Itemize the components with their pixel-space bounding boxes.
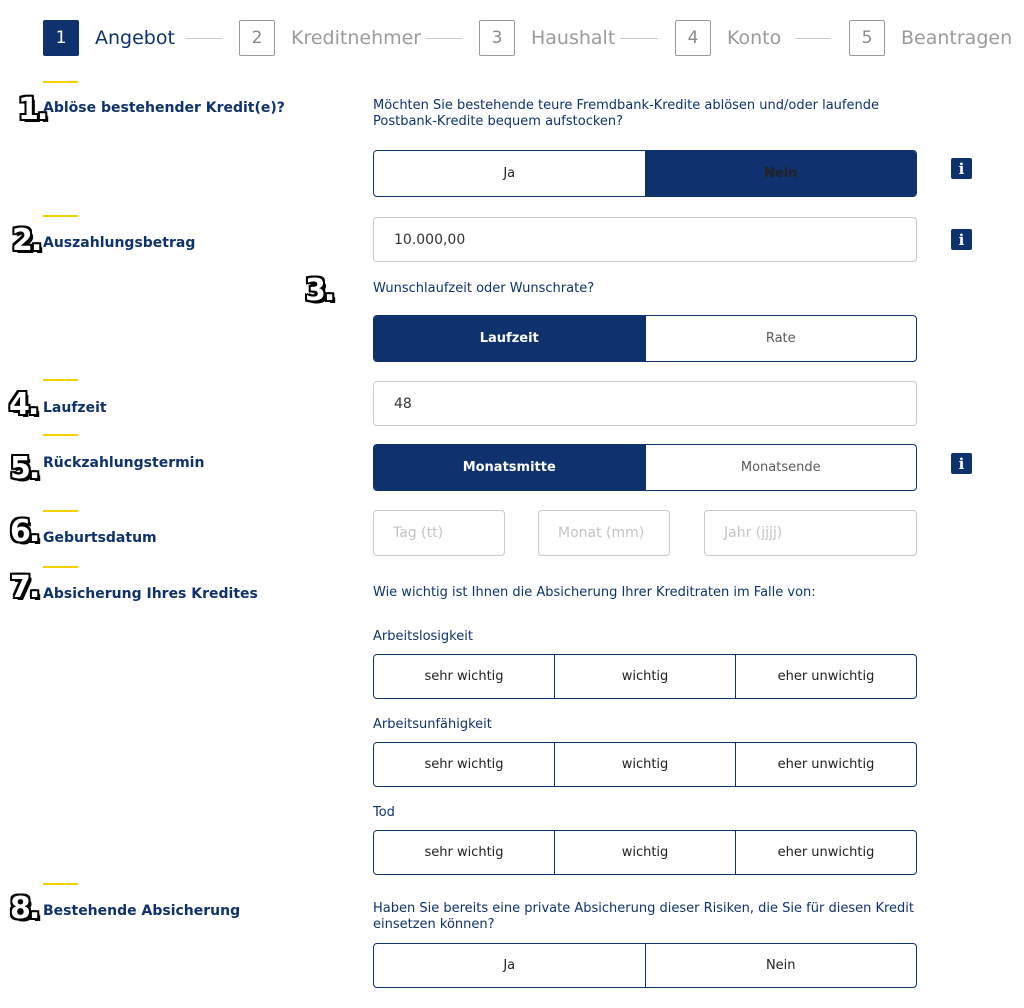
arbeitsunfaehigkeit-toggle — [373, 742, 917, 787]
annotation-marker-4: 4. — [9, 387, 38, 422]
section-accent-line — [43, 434, 78, 436]
step-label: Haushalt — [531, 27, 616, 49]
step-connector — [186, 38, 222, 39]
section-accent-line — [43, 510, 78, 512]
birth-month-field[interactable]: Monat (mm) — [538, 510, 670, 556]
info-icon[interactable]: i — [951, 453, 972, 474]
monatsmitte-option-button[interactable]: Monatsmitte — [374, 445, 646, 490]
step-angebot[interactable] — [43, 20, 175, 56]
absicherung-label: Absicherung Ihres Kredites — [43, 586, 258, 602]
step-beantragen[interactable] — [849, 20, 1012, 56]
step-konto[interactable] — [675, 20, 781, 56]
laufzeit-option-button[interactable]: Laufzeit — [374, 316, 646, 361]
laufzeit-input[interactable]: 48 — [373, 381, 917, 426]
info-icon[interactable]: i — [951, 158, 972, 179]
rate-option-button[interactable]: Rate — [765, 331, 796, 346]
arbeitsunfaehigkeit-label: Arbeitsunfähigkeit — [373, 717, 492, 732]
abloese-label: Ablöse bestehender Kredit(e)? — [43, 100, 285, 116]
annotation-marker-6: 6. — [10, 514, 39, 549]
laufzeit-label: Laufzeit — [43, 400, 107, 416]
step-label: Kreditnehmer — [291, 27, 422, 49]
step-number: 2 — [239, 20, 275, 56]
arbeitslosigkeit-toggle — [373, 654, 917, 699]
step-kreditnehmer[interactable] — [239, 20, 421, 56]
birth-day-field[interactable]: Tag (tt) — [373, 510, 505, 556]
step-label: Beantragen — [901, 27, 1013, 49]
section-accent-line — [43, 883, 78, 885]
step-number: 4 — [675, 20, 711, 56]
bestehende-nein-button[interactable]: Nein — [765, 958, 796, 973]
sehr-wichtig-option[interactable]: sehr wichtig — [374, 831, 555, 874]
step-number: 1 — [43, 20, 79, 56]
annotation-marker-1: 1. — [18, 92, 47, 127]
rueckzahlung-toggle — [373, 444, 917, 491]
bestehende-toggle — [373, 943, 917, 988]
sehr-wichtig-option[interactable]: sehr wichtig — [374, 743, 555, 786]
abloese-ja-button[interactable]: Ja — [374, 151, 646, 196]
step-label: Konto — [727, 27, 782, 49]
bestehende-question: Haben Sie bereits eine private Absicherung dieser Risiken, die Sie für diesen Kredit einsetzen können? — [373, 901, 915, 932]
arbeitslosigkeit-label: Arbeitslosigkeit — [373, 629, 473, 644]
absicherung-question: Wie wichtig ist Ihnen die Absicherung Ihrer Kreditraten im Falle von: — [373, 585, 816, 600]
section-accent-line — [43, 81, 78, 83]
section-accent-line — [43, 215, 78, 217]
eher-unwichtig-option[interactable]: eher unwichtig — [777, 757, 875, 772]
auszahlung-input[interactable]: 10.000,00 — [373, 217, 917, 262]
step-number: 5 — [849, 20, 885, 56]
step-connector — [795, 38, 831, 39]
annotation-marker-3: 3. — [305, 273, 334, 308]
step-number: 3 — [479, 20, 515, 56]
eher-unwichtig-option[interactable]: eher unwichtig — [777, 845, 875, 860]
geburtsdatum-label: Geburtsdatum — [43, 530, 157, 546]
annotation-marker-8: 8. — [10, 891, 39, 926]
annotation-marker-5: 5. — [10, 451, 39, 486]
section-accent-line — [43, 566, 78, 568]
bestehende-ja-button[interactable]: Ja — [374, 944, 646, 987]
auszahlung-label: Auszahlungsbetrag — [43, 235, 196, 251]
abloese-question: Möchten Sie bestehende teure Fremdbank-Kredite ablösen und/oder laufende Postbank-Kredite bequem aufstocken? — [373, 98, 879, 129]
wichtig-option[interactable]: wichtig — [555, 831, 736, 874]
wichtig-option[interactable]: wichtig — [555, 655, 736, 698]
monatsende-option-button[interactable]: Monatsende — [740, 460, 821, 475]
info-icon[interactable]: i — [951, 229, 972, 250]
annotation-marker-7: 7. — [10, 570, 39, 605]
wunsch-toggle — [373, 315, 917, 362]
bestehende-label: Bestehende Absicherung — [43, 903, 241, 919]
section-accent-line — [43, 379, 78, 381]
wichtig-option[interactable]: wichtig — [555, 743, 736, 786]
step-connector — [426, 38, 462, 39]
step-label: Angebot — [95, 27, 175, 49]
step-connector — [620, 38, 658, 39]
tod-toggle — [373, 830, 917, 875]
tod-label: Tod — [373, 805, 395, 820]
rueckzahlung-label: Rückzahlungstermin — [43, 455, 205, 471]
wunsch-question: Wunschlaufzeit oder Wunschrate? — [373, 281, 595, 296]
eher-unwichtig-option[interactable]: eher unwichtig — [777, 669, 875, 684]
step-haushalt[interactable] — [479, 20, 615, 56]
birth-year-field[interactable]: Jahr (jjjj) — [704, 510, 917, 556]
annotation-marker-2: 2. — [12, 223, 41, 258]
abloese-nein-button[interactable]: Nein — [646, 151, 917, 196]
sehr-wichtig-option[interactable]: sehr wichtig — [374, 655, 555, 698]
abloese-toggle — [373, 150, 917, 197]
